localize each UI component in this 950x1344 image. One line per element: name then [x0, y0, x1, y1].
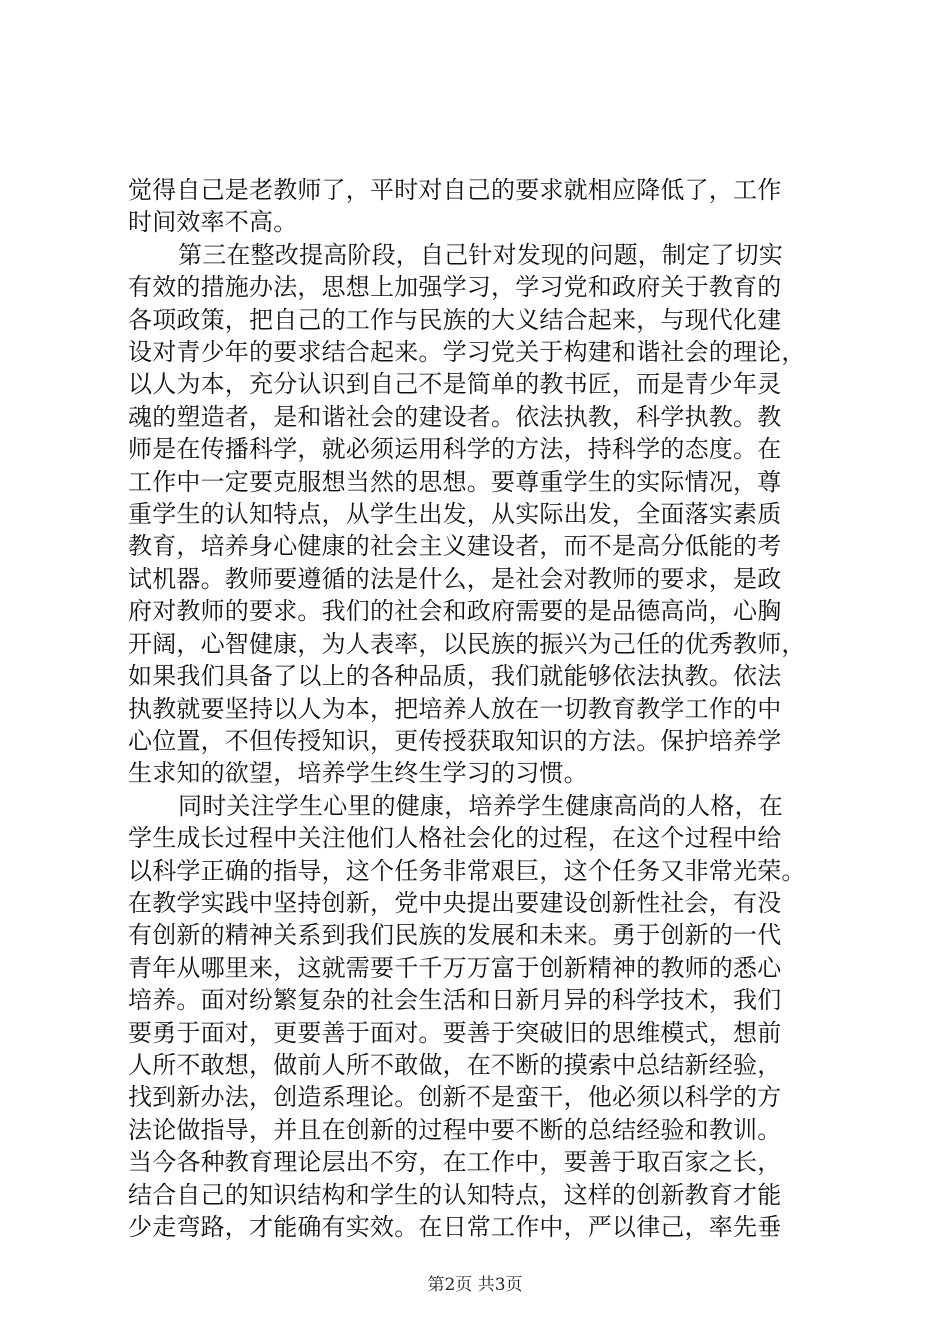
text-line: 有效的措施办法，思想上加强学习，学习党和政府关于教育的 — [128, 273, 782, 302]
text-line: 以人为本，充分认识到自己不是简单的教书匠，而是青少年灵 — [128, 370, 782, 399]
text-line: 第三在整改提高阶段，自己针对发现的问题，制定了切实 — [178, 240, 783, 269]
text-line: 如果我们具备了以上的各种品质，我们就能够依法执教。依法 — [128, 662, 782, 691]
text-line: 时间效率不高。 — [128, 208, 298, 237]
body-text — [128, 174, 828, 1243]
text-line: 觉得自己是老教师了，平时对自己的要求就相应降低了，工作 — [128, 176, 782, 204]
text-line: 要勇于面对，更要善于面对。要善于突破旧的思维模式，想前 — [128, 1018, 782, 1047]
text-line: 各项政策，把自己的工作与民族的大义结合起来，与现代化建 — [128, 305, 782, 334]
text-line: 心位置，不但传授知识，更传授获取知识的方法。保护培养学 — [128, 726, 782, 755]
text-line: 有创新的精神关系到我们民族的发展和未来。勇于创新的一代 — [128, 921, 782, 950]
text-line: 找到新办法，创造系理论。创新不是蛮干，他必须以科学的方 — [128, 1083, 782, 1112]
paragraph — [128, 174, 828, 239]
text-line: 试机器。教师要遵循的法是什么，是社会对教师的要求，是政 — [128, 564, 782, 593]
text-line: 工作中一定要克服想当然的思想。要尊重学生的实际情况，尊 — [128, 467, 782, 496]
text-line: 在教学实践中坚持创新，党中央提出要建设创新性社会，有没 — [128, 888, 782, 917]
text-line: 培养。面对纷繁复杂的社会生活和日新月异的科学技术，我们 — [128, 986, 782, 1015]
text-line: 人所不敢想，做前人所不敢做，在不断的摸索中总结新经验， — [128, 1050, 782, 1079]
text-line: 执教就要坚持以人为本，把培养人放在一切教育教学工作的中 — [128, 694, 782, 723]
text-line: 设对青少年的要求结合起来。学习党关于构建和谐社会的理论， — [128, 338, 806, 367]
paragraph — [128, 790, 828, 1244]
text-line: 结合自己的知识结构和学生的认知特点，这样的创新教育才能 — [128, 1180, 782, 1209]
text-line: 重学生的认知特点，从学生出发，从实际出发，全面落实素质 — [128, 500, 782, 529]
text-line: 青年从哪里来，这就需要千千万万富于创新精神的教师的悉心 — [128, 953, 782, 982]
text-line: 教育，培养身心健康的社会主义建设者，而不是高分低能的考 — [128, 532, 782, 561]
paragraph — [128, 239, 828, 790]
text-line: 生求知的欲望，培养学生终生学习的习惯。 — [128, 759, 588, 788]
text-line: 开阔，心智健康，为人表率，以民族的振兴为己任的优秀教师， — [128, 629, 806, 658]
text-line: 师是在传播科学，就必须运用科学的方法，持科学的态度。在 — [128, 435, 782, 464]
page-footer: 第2页 共3页 — [427, 1275, 523, 1295]
text-line: 以科学正确的指导，这个任务非常艰巨，这个任务又非常光荣。 — [128, 856, 806, 885]
text-line: 学生成长过程中关注他们人格社会化的过程，在这个过程中给 — [128, 824, 782, 853]
text-line: 当今各种教育理论层出不穷，在工作中，要善于取百家之长， — [128, 1148, 782, 1177]
text-line: 法论做指导，并且在创新的过程中要不断的总结经验和教训。 — [128, 1115, 782, 1144]
text-line: 魂的塑造者，是和谐社会的建设者。依法执教，科学执教。教 — [128, 402, 782, 431]
text-line: 府对教师的要求。我们的社会和政府需要的是品德高尚，心胸 — [128, 597, 782, 626]
text-line: 同时关注学生心里的健康，培养学生健康高尚的人格，在 — [178, 791, 783, 820]
text-line: 少走弯路，才能确有实效。在日常工作中，严以律己，率先垂 — [128, 1213, 782, 1241]
